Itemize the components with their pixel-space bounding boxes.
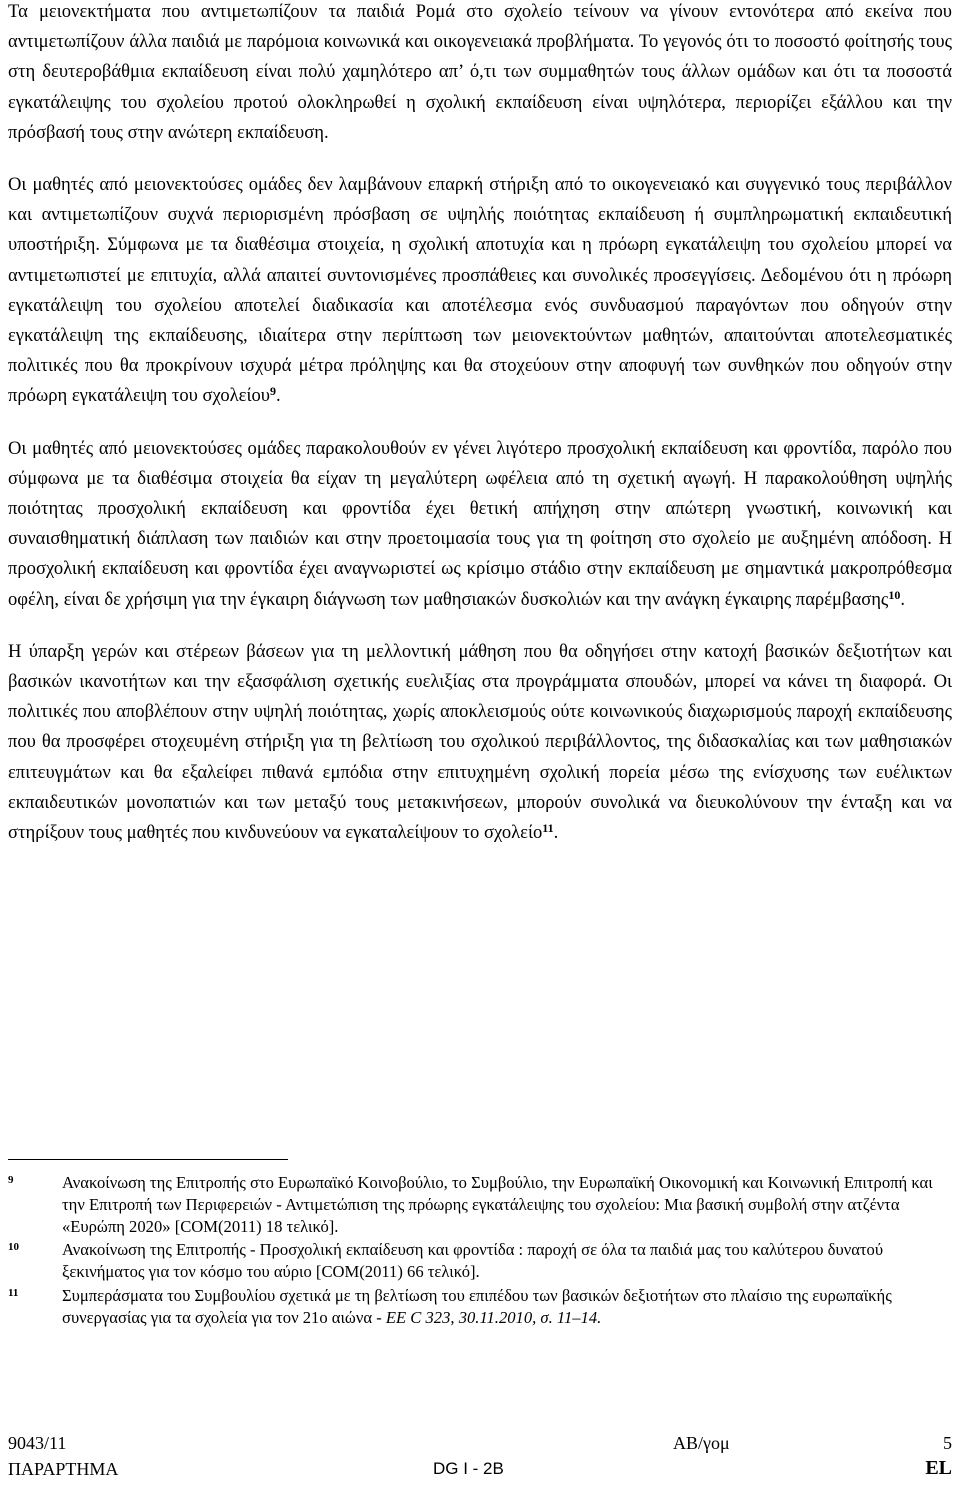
footnote-citation: ΕΕ C 323, 30.11.2010, σ. 11–14. [385, 1307, 602, 1327]
footnote-text: Ανακοίνωση της Επιτροπής - Προσχολική εκπαίδευση και φροντίδα : παροχή σε όλα τα παιδιά μας του καλύτερου δυνατού ξεκινήματος για τον κόσμο του αύριο [COM(2011) 66 τελικό]. [62, 1240, 884, 1282]
footnote-number: 10 [8, 1241, 19, 1254]
footnote-9 [8, 1172, 952, 1237]
paragraph-3: Οι μαθητές από μειονεκτούσες ομάδες παρακολουθούν εν γένει λιγότερο προσχολική εκπαίδευση και φροντίδα, παρόλο που σύμφωνα με τα διαθέσιμα στοιχεία θα είχαν τη μεγαλύτερη ωφέλεια από τη σχετική αγωγή. Η παρακολούθηση υψηλής ποιότητας προσχολική εκπαίδευση και φροντίδα έχει θετική απήχηση στην απώτερη γνωστική, κοινωνική και συναισθηματική διάπλαση των παιδιών και στην προετοιμασία τους για τη φοίτηση στο σχολείο με αυξημένη απόδοση. Η προσχολική εκπαίδευση και φροντίδα έχει αναγνωριστεί ως κρίσιμο στάδιο στην εκπαίδευση με σημαντικά μακροπρόθεσμα οφέλη, είναι δε χρήσιμη για την έγκαιρη διάγνωση των μαθησιακών δυσκολιών και την ανάγκη έγκαιρης παρέμβασης$^{10}$. [8, 437, 952, 610]
footnotes [8, 1172, 952, 1331]
paragraph-1: Τα μειονεκτήματα που αντιμετωπίζουν τα παιδιά Ρομά στο σχολείο τείνουν να γίνουν εντονότερα από εκείνα που αντιμετωπίζουν άλλα παιδιά με παρόμοια κοινωνικά και οικογενειακά προβλήματα. Το γεγονός ότι το ποσοστό φοίτησής τους στη δευτεροβάθμια εκπαίδευση είναι πολύ χαμηλότερο απ’ ό,τι των συμμαθητών τους άλλων ομάδων και ότι τα ποσοστά εγκατάλειψης του σχολείου προτού ολοκληρωθεί η σχολική εκπαίδευση είναι υψηλότερα, περιορίζει εξάλλου και την πρόσβασή τους στην ανώτερη εκπαίδευση. [8, 1, 952, 143]
footnote-ref-11[interactable]: 11 [542, 821, 554, 836]
doc-number: 9043/11 [8, 1433, 67, 1453]
dg-label: DG I - 2B [433, 1459, 504, 1478]
footnote-number: 9 [8, 1174, 14, 1186]
footnote-number: 11 [8, 1286, 19, 1299]
footer-row-1 [8, 1433, 952, 1459]
page-footer [8, 1433, 952, 1485]
language-code: EL [925, 1457, 952, 1479]
paragraph-2: Οι μαθητές από μειονεκτούσες ομάδες δεν λαμβάνουν επαρκή στήριξη από το οικογενειακό και συγγενικό τους περιβάλλον και αντιμετωπίζουν συχνά περιορισμένη πρόσβαση σε υψηλής ποιότητας εκπαίδευση ή συμπληρωματική εκπαιδευτική υποστήριξη. Σύμφωνα με τα διαθέσιμα στοιχεία, η σχολική αποτυχία και η πρόωρη εγκατάλειψη του σχολείου μπορεί να αντιμετωπιστεί με επιτυχία, αλλά απαιτεί συντονισμένες προσπάθειες και συνολικές προσεγγίσεις. Δεδομένου ότι η πρόωρη εγκατάλειψη του σχολείου αποτελεί διαδικασία και αποτέλεσμα ενός συνδυασμού παραγόντων που οδηγούν στην εγκατάλειψη της εκπαίδευσης, ιδιαίτερα στην περίπτωση των μειονεκτούντων μαθητών, απαιτούνται αποτελεσματικές πολιτικές που θα προκρίνουν ισχυρά μέτρα πρόληψης και θα στοχεύουν στην αποφυγή των συνθηκών που οδηγούν στην πρόωρη εγκατάλειψη του σχολείου$^9$. [8, 174, 952, 407]
initials: AB/γομ [673, 1433, 730, 1453]
paragraph-4: Η ύπαρξη γερών και στέρεων βάσεων για τη μελλοντική μάθηση που θα οδηγήσει στην κατοχή βασικών δεξιοτήτων και βασικών ικανοτήτων και την εξασφάλιση σχετικής ευελιξίας στα προγράμματα σπουδών, μπορεί να κάνει τη διαφορά. Οι πολιτικές που αποβλέπουν στην υψηλή ποιότητας, χωρίς αποκλεισμούς ούτε κοινωνικούς διαχωρισμούς παροχή εκπαίδευσης που θα προσφέρει στοχευμένη στήριξη για τη βελτίωση του σχολικού περιβάλλοντος, της διδασκαλίας και των μαθησιακών επιτευγμάτων και θα εξαλείφει πιθανά εμπόδια στην επιτυχημένη σχολική πορεία μέσω της ενίσχυσης των ευέλικτων εκπαιδευτικών μονοπατιών και των μεταξύ τους μετακινήσεων, μπορούν συνολικά να διευκολύνουν την ένταξη και να στηρίξουν τους μαθητές που κινδυνεύουν να εγκαταλείψουν το σχολείο$^{11}$. [8, 640, 952, 844]
document-page [8, 0, 952, 1479]
footnote-ref-10[interactable]: 10 [888, 587, 901, 602]
page-number: 5 [943, 1433, 952, 1453]
footnote-10 [8, 1239, 952, 1283]
footnote-text: Ανακοίνωση της Επιτροπής στο Ευρωπαϊκό Κοινοβούλιο, το Συμβούλιο, την Ευρωπαϊκή Οικονομική και Κοινωνική Επιτροπή και την Επιτροπή των Περιφερειών - Αντιμετώπιση της πρόωρης εγκατάλειψης του σχολείου: Μια βασική συμβολή στην ατζέντα «Ευρώπη 2020» [COM(2011) 18 τελικό]. [62, 1173, 933, 1236]
footnote-11 [8, 1285, 952, 1329]
footnote-text: Συμπεράσματα του Συμβουλίου σχετικά με τη βελτίωση του επιπέδου των βασικών δεξιοτήτων στο πλαίσιο της ευρωπαϊκής συνεργασίας για τα σχολεία για τον 21ο αιώνα - [62, 1285, 892, 1327]
footnote-separator [8, 1159, 288, 1160]
footer-row-2 [8, 1459, 952, 1485]
annex-label: ΠΑΡΑΡΤΗΜΑ [8, 1459, 119, 1479]
footnote-ref-9[interactable]: 9 [270, 384, 276, 399]
